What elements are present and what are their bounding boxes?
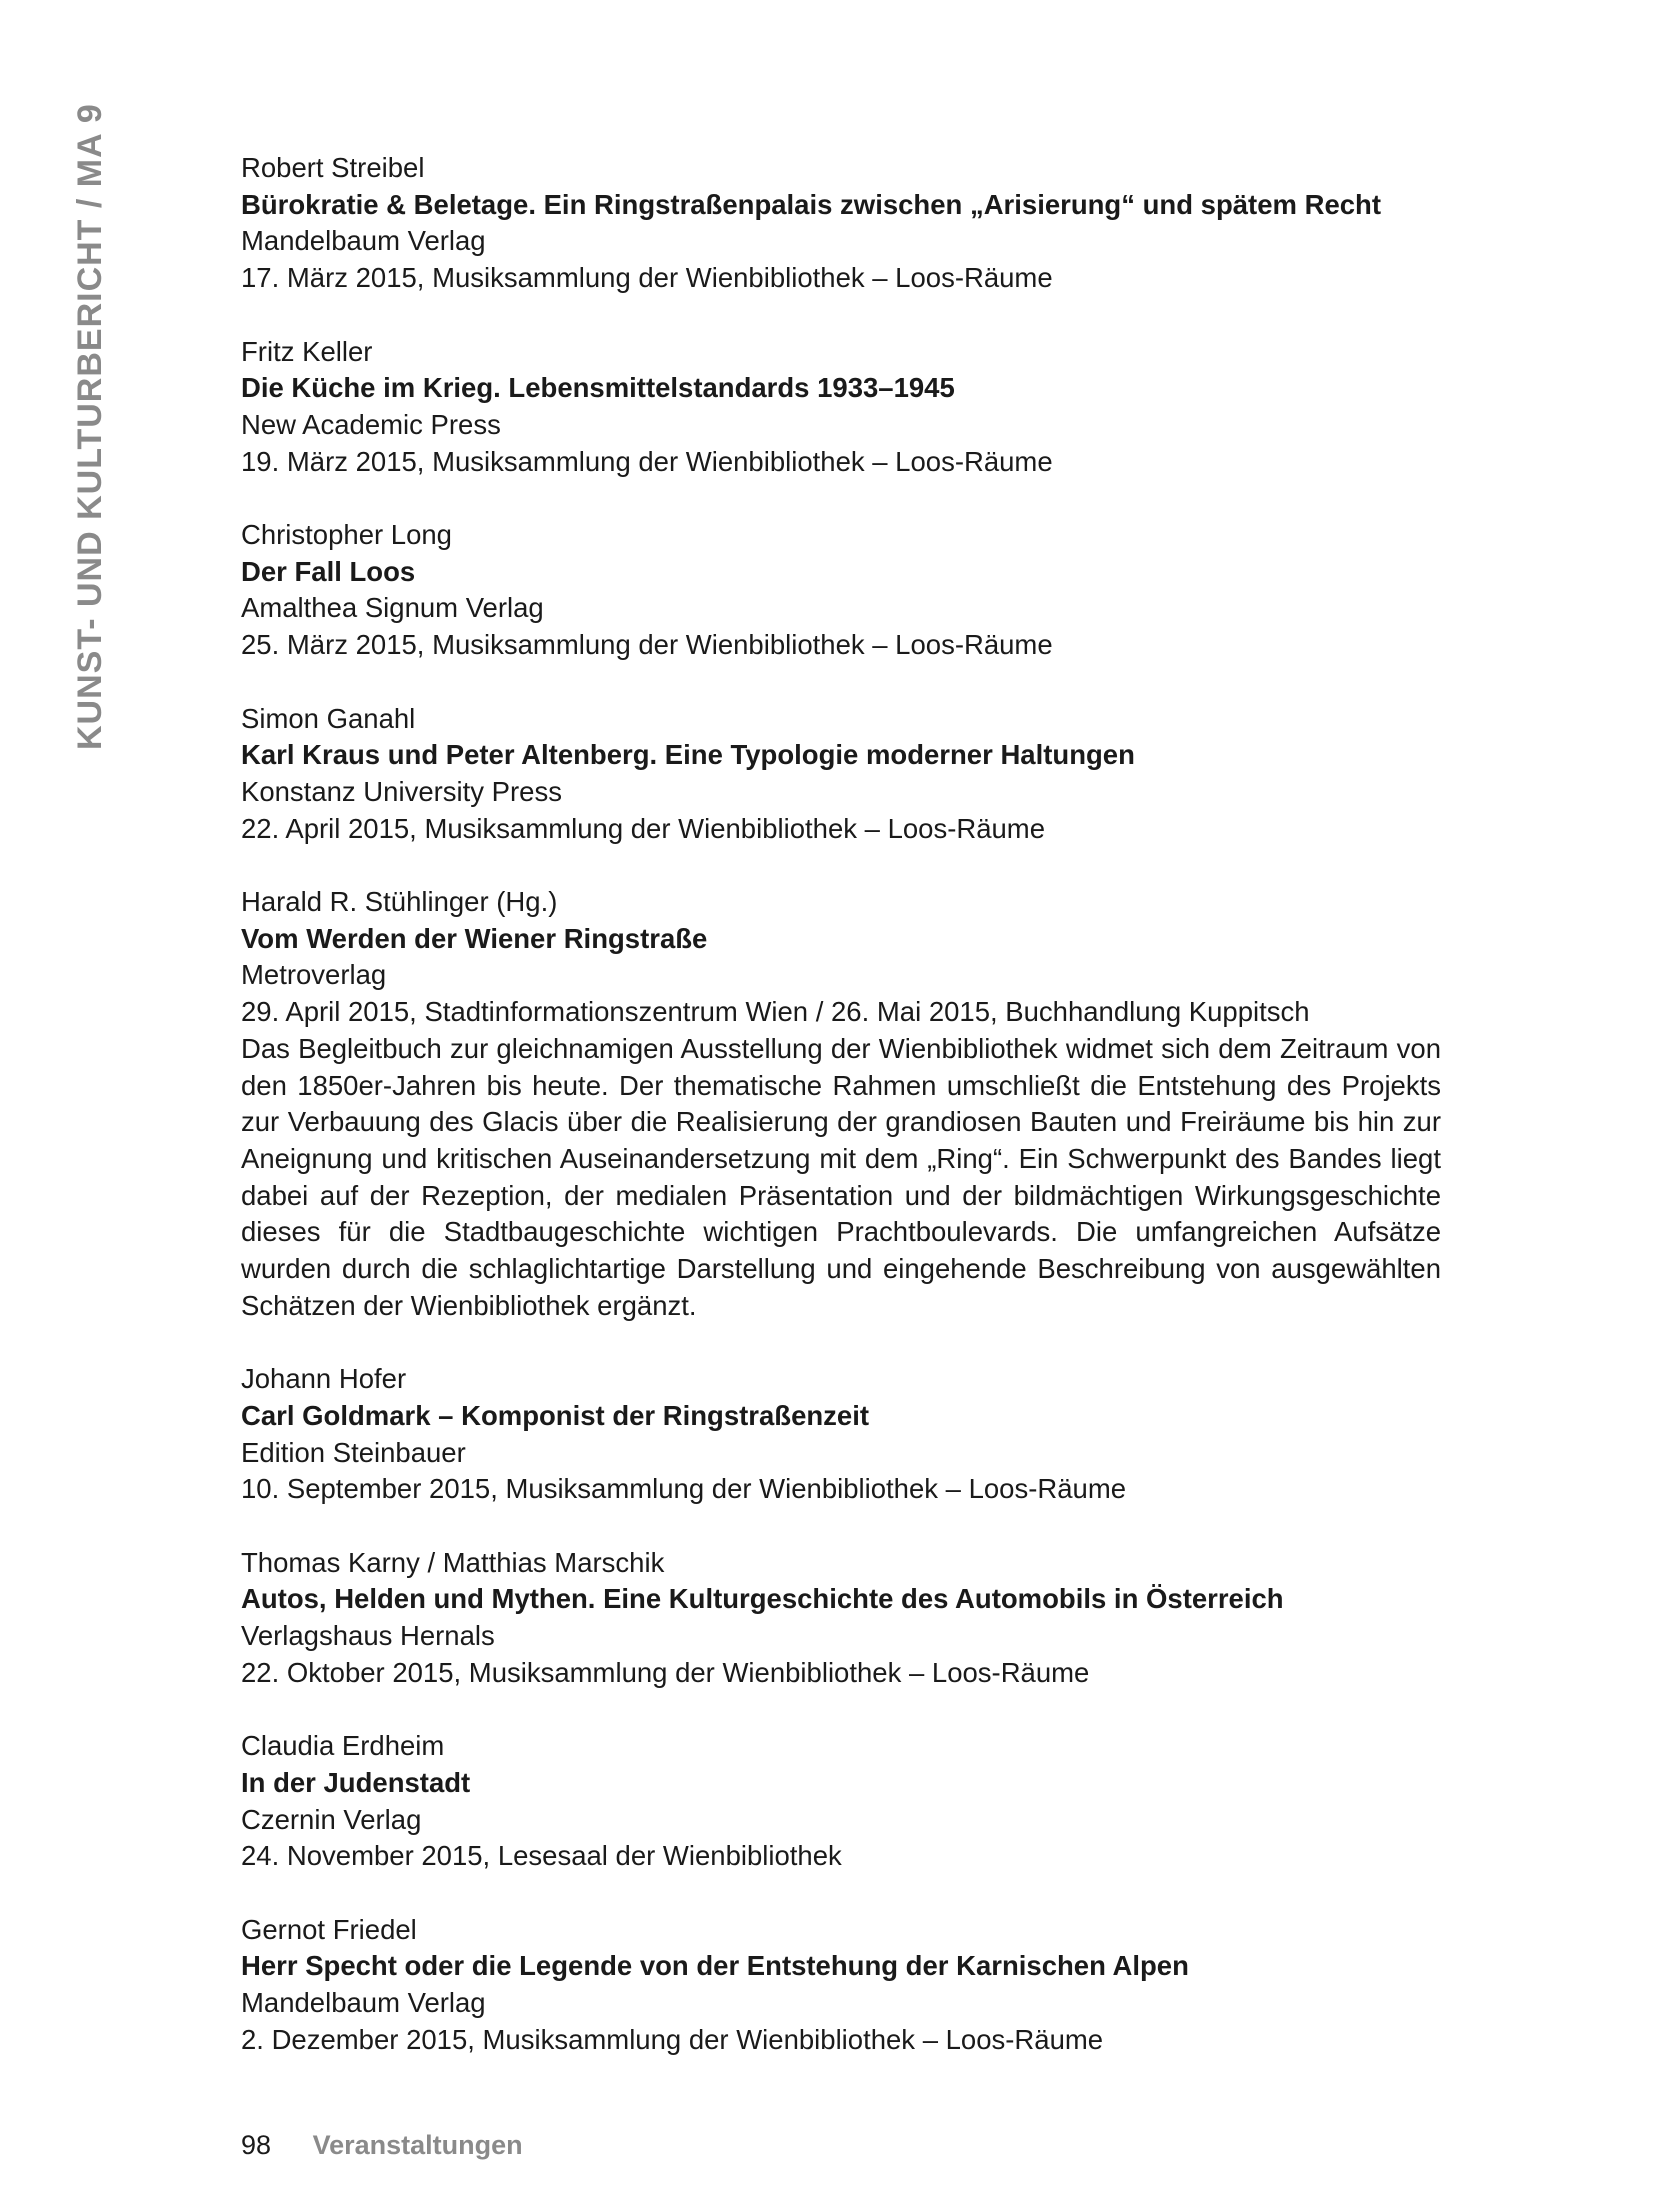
entry-event: 22. April 2015, Musiksammlung der Wienbibliothek – Loos-Räume [241, 812, 1046, 844]
entry-publisher: Konstanz University Press [241, 775, 562, 807]
entry-event: 24. November 2015, Lesesaal der Wienbibliothek [241, 1840, 842, 1872]
entry-event: 19. März 2015, Musiksammlung der Wienbibliothek – Loos-Räume [241, 445, 1053, 477]
entry-publisher: Mandelbaum Verlag [241, 1987, 486, 2019]
entry-author: Claudia Erdheim [241, 1730, 445, 1762]
entry-title: Carl Goldmark – Komponist der Ringstraßenzeit [241, 1399, 870, 1431]
entry-event: 25. März 2015, Musiksammlung der Wienbibliothek – Loos-Räume [241, 629, 1053, 661]
event-entry [241, 517, 1441, 664]
event-entry [241, 1912, 1441, 2059]
entry-publisher: Verlagshaus Hernals [241, 1620, 495, 1652]
entry-title: Der Fall Loos [241, 555, 416, 587]
page-number: 98 [241, 2130, 272, 2160]
event-entry [241, 150, 1441, 297]
entry-event: 2. Dezember 2015, Musiksammlung der Wienbibliothek – Loos-Räume [241, 2023, 1104, 2055]
entry-description: Das Begleitbuch zur gleichnamigen Ausstellung der Wienbibliothek widmet sich dem Zeitraum von den 1850er-Jahren bis heute. Der thematische Rahmen umschließt die Entstehung des Projekts zur Verbauung des Glacis über die Realisierung der grandiosen Bauten und Freiräume bis hin zur Aneignung und kritischen Auseinandersetzung mit dem „Ring“. Ein Schwerpunkt des Bandes liegt dabei auf der Rezeption, der medialen Präsentation und der bildmächtigen Wirkungsgeschichte dieses für die Stadtbaugeschichte wichtigen Prachtboulevards. Die umfangreichen Aufsätze wurden durch die schlaglichtartige Darstellung und eingehende Beschreibung von ausgewählten Schätzen der Wienbibliothek ergänzt. [241, 1032, 1441, 1321]
entry-author: Thomas Karny / Matthias Marschik [241, 1546, 665, 1578]
entry-publisher: Amalthea Signum Verlag [241, 592, 544, 624]
entry-publisher: Metroverlag [241, 959, 387, 991]
entry-author: Robert Streibel [241, 152, 425, 183]
event-list [241, 150, 1441, 2095]
entry-author: Harald R. Stühlinger (Hg.) [241, 886, 558, 917]
entry-title: Herr Specht oder die Legende von der Entstehung der Karnischen Alpen [241, 1950, 1189, 1982]
entry-title: In der Judenstadt [241, 1766, 471, 1798]
entry-title: Autos, Helden und Mythen. Eine Kulturgeschichte des Automobils in Österreich [241, 1583, 1284, 1615]
entry-author: Johann Hofer [241, 1363, 407, 1395]
side-running-header: KUNST- UND KULTURBERICHT / MA 9 [71, 103, 109, 750]
event-entry [241, 884, 1441, 1324]
entry-event: 29. April 2015, Stadtinformationszentrum Wien / 26. Mai 2015, Buchhandlung Kuppitsch [241, 996, 1310, 1028]
entry-publisher: Edition Steinbauer [241, 1436, 466, 1468]
page-footer [241, 2127, 523, 2163]
entry-title: Karl Kraus und Peter Altenberg. Eine Typologie moderner Haltungen [241, 739, 1135, 771]
event-entry [241, 1545, 1441, 1692]
entry-publisher: Mandelbaum Verlag [241, 225, 486, 257]
entry-author: Christopher Long [241, 519, 452, 550]
entry-publisher: New Academic Press [241, 408, 501, 440]
entry-event: 22. Oktober 2015, Musiksammlung der Wienbibliothek – Loos-Räume [241, 1656, 1090, 1688]
event-entry [241, 1728, 1441, 1875]
section-name: Veranstaltungen [312, 2130, 523, 2160]
event-entry [241, 334, 1441, 481]
entry-author: Fritz Keller [241, 335, 373, 367]
entry-author: Gernot Friedel [241, 1913, 417, 1945]
event-entry [241, 701, 1441, 848]
entry-title: Die Küche im Krieg. Lebensmittelstandards 1933–1945 [241, 372, 955, 404]
entry-title: Vom Werden der Wiener Ringstraße [241, 922, 708, 954]
entry-event: 10. September 2015, Musiksammlung der Wienbibliothek – Loos-Räume [241, 1473, 1127, 1505]
entry-title: Bürokratie & Beletage. Ein Ringstraßenpalais zwischen „Arisierung“ und spätem Recht [241, 188, 1381, 220]
event-entry [241, 1361, 1441, 1508]
entry-event: 17. März 2015, Musiksammlung der Wienbibliothek – Loos-Räume [241, 262, 1053, 294]
entry-publisher: Czernin Verlag [241, 1803, 422, 1835]
entry-author: Simon Ganahl [241, 702, 416, 734]
